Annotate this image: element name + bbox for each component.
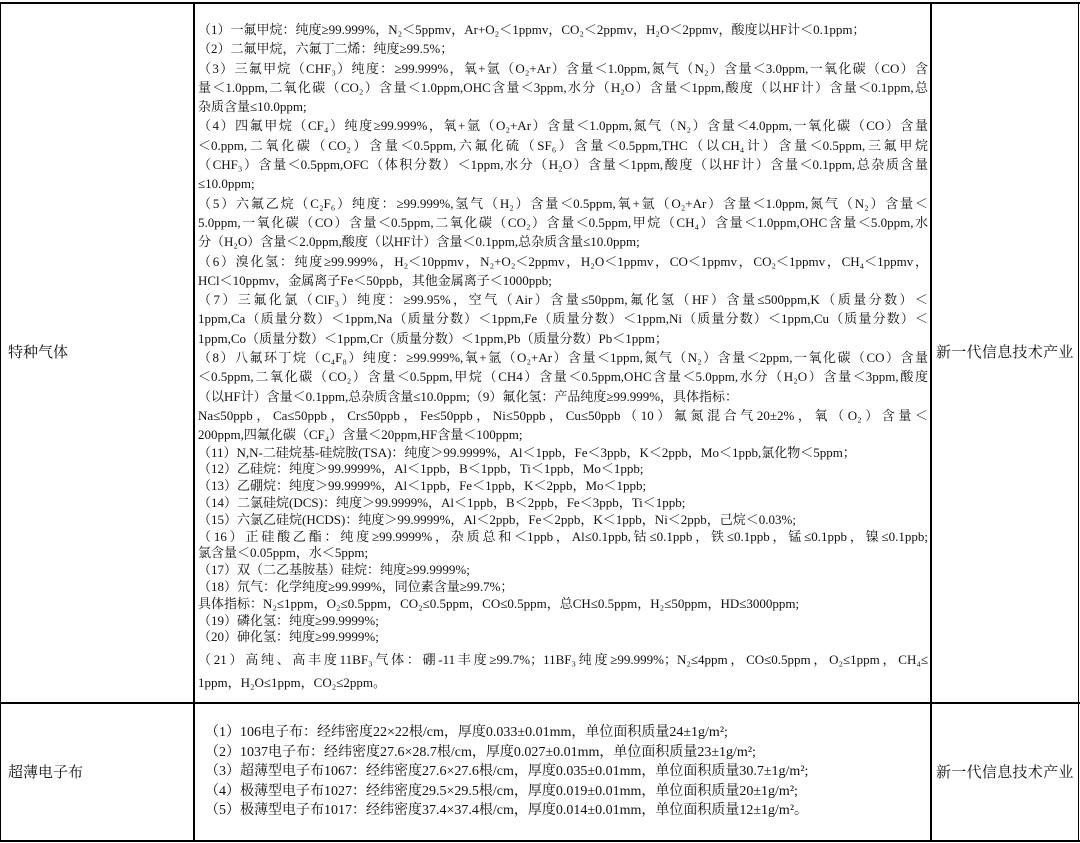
spec-line: （2）1037电子布：经纬密度27.6×28.7根/cm，厚度0.027±0.01mm，单位面积质量23±1g/m²;	[205, 744, 756, 760]
spec-line: ≤10.0ppm;	[198, 176, 255, 192]
spec-line: （13）乙硼烷：纯度＞99.9999%，Al＜1ppb，Fe＜1ppb，K＜2ppb，Mo＜1ppb;	[198, 478, 647, 494]
spec-line: 5.0ppm,一氧化碳（CO）含量＜0.5ppm,二氧化碳（CO₂）含量＜0.5ppm,甲烷（CH₄）含量＜1.0ppm,OHC含量＜5.0ppm,水	[198, 214, 928, 230]
category-cell: 超薄电子布	[8, 765, 84, 781]
spec-line: HCl＜10ppmv，金属离子Fe＜50ppb，其他金属离子＜1000ppb;	[198, 272, 552, 288]
spec-line: 200ppm,四氟化碳（CF₄）含量＜20ppm,HF含量＜100ppm;	[198, 427, 523, 443]
spec-line: 分（H₂O）含量＜2.0ppm,酸度（以HF计）含量＜0.1ppm,总杂质含量≤10.0ppm;	[198, 234, 640, 250]
spec-line: （20）砷化氢：纯度≥99.9999%;	[198, 629, 379, 645]
spec-line: （1）一氟甲烷：纯度≥99.999%，N₂＜5ppmv，Ar+O₂＜1ppmv，CO₂＜2ppmv，H₂O＜2ppmv，酸度以HF计＜0.1ppm；	[198, 22, 866, 37]
spec-line: 1ppm,Ca（质量分数）＜1ppm,Na（质量分数）＜1ppm,Fe（质量分数）＜1ppm,Ni（质量分数）＜1ppm,Cu（质量分数）＜	[198, 311, 928, 327]
industry-cell: 新一代信息技术产业	[936, 765, 1074, 781]
spec-line: （2）二氟甲烷，六氟丁二烯：纯度≥99.5%；	[198, 41, 454, 57]
spec-line: （16）正硅酸乙酯：纯度≥99.9999%，杂质总和＜1ppb，Al≤0.1ppb,钴≤0.1ppb，铁≤0.1ppb，锰≤0.1ppb，镍≤0.1ppb;	[198, 528, 928, 544]
spec-line: 1ppm，H₂O≤1ppm，CO₂≤2ppm。	[198, 675, 387, 691]
spec-line: （4）极薄型电子布1027：经纬密度29.5×29.5根/cm，厚度0.019±0.01mm，单位面积质量20±1g/m²;	[205, 783, 798, 799]
spec-line: 具体指标：N₂≤1ppm，O₂≤0.5ppm，CO₂≤0.5ppm，CO≤0.5ppm，总CH≤0.5ppm，H₂≤50ppm，HD≤3000ppm;	[198, 595, 800, 611]
spec-line: 氯含量＜0.05ppm，水＜5ppm;	[198, 545, 369, 561]
spec-line: （4）四氟甲烷（CF₄）纯度≥99.999%，氧+氩（O₂+Ar）含量＜1.0ppm,氮气（N₂）含量＜4.0ppm,一氧化碳（CO）含量	[198, 118, 928, 134]
table-row-divider	[0, 702, 1080, 704]
spec-line: （19）磷化氢：纯度≥99.9999%;	[198, 612, 379, 628]
spec-cell	[205, 723, 925, 821]
spec-line: （以HF计）含量＜0.1ppm,总杂质含量≤10.0ppm;（9）氟化氢：产品纯度≥99.999%，具体指标：	[198, 388, 739, 404]
spec-line: （5）极薄型电子布1017：经纬密度37.4×37.4根/cm，厚度0.014±0.01mm，单位面积质量12±1g/m²。	[205, 803, 809, 818]
column-divider-industry	[930, 2, 932, 841]
spec-line: （18）氘气：化学纯度≥99.999%，同位素含量≥99.7%；	[198, 578, 514, 594]
spec-line: （12）乙硅烷：纯度＞99.9999%，Al＜1ppb，B＜1ppb，Ti＜1ppb，Mo＜1ppb;	[198, 461, 644, 477]
spec-line: （6）溴化氢：纯度≥99.999%，H₂＜10ppmv，N₂+O₂＜2ppmv，H₂O＜1ppmv，CO＜1ppmv，CO₂＜1ppmv，CH₄＜1ppmv，	[198, 253, 928, 269]
column-divider-category	[193, 2, 195, 841]
spec-line: （8）八氟环丁烷（C₄F₈）纯度：≥99.999%,氧+氩（O₂+Ar）含量＜1ppm,氮气（N₂）含量＜2ppm,一氧化碳（CO）含量	[198, 350, 928, 366]
spec-line: （11）N,N-二硅烷基-硅烷胺(TSA)：纯度＞99.9999%，Al＜1ppb，Fe＜3ppb，K＜2ppb，Mo＜1ppb,氯化物＜5ppm；	[198, 444, 856, 460]
spec-line: 量＜1.0ppm,二氧化碳（CO₂）含量＜1.0ppm,OHC含量＜3ppm,水分（H₂O）含量＜1ppm,酸度（以HF计）含量＜0.1ppm,总	[198, 79, 928, 95]
table-border-right	[1078, 2, 1079, 841]
spec-line: （1）106电子布：经纬密度22×22根/cm，厚度0.033±0.01mm，单位面积质量24±1g/m²;	[205, 725, 728, 740]
spec-line: （14）二氯硅烷(DCS)：纯度＞99.9999%，Al＜1ppb，B＜2ppb，Fe＜3ppb，Ti＜1ppb;	[198, 494, 686, 510]
spec-cell	[198, 20, 928, 694]
spec-line: 1ppm,Co（质量分数）＜1ppm,Cr（质量分数）＜1ppm,Pb（质量分数）Pb＜1ppm；	[198, 330, 668, 346]
spec-line: ＜0.ppm,二氧化碳（CO₂）含量＜0.5ppm,六氟化硫（SF₆）含量＜0.5ppm,THC（以CH₄计）含量＜0.5ppm,三氟甲烷	[198, 137, 928, 153]
table-border-left	[0, 2, 1, 841]
spec-line: Na≤50ppb，Ca≤50ppb，Cr≤50ppb，Fe≤50ppb，Ni≤50ppb，Cu≤50ppb（10）氟氮混合气20±2%，氧（O₂）含量＜	[198, 407, 928, 423]
spec-line: （CHF₃）含量＜0.5ppm,OFC（体积分数）＜1ppm,水分（H₂O）含量＜1ppm,酸度（以HF计）含量＜0.1ppm,总杂质含量	[198, 157, 928, 173]
spec-line: （5）六氟乙烷（C₂F₆）纯度：≥99.999%,氢气（H₂）含量＜0.5ppm,氧+氩（O₂+Ar）含量＜1.0ppm,氮气（N₂）含量＜	[198, 195, 928, 211]
spec-line: ＜0.5ppm,二氧化碳（CO₂）含量＜0.5ppm,甲烷（CH4）含量＜0.5ppm,OHC含量＜5.0ppm,水分（H₂O）含量＜3ppm,酸度	[198, 369, 928, 385]
spec-line: （3）超薄型电子布1067：经纬密度27.6×27.6根/cm，厚度0.035±0.01mm，单位面积质量30.7±1g/m²;	[205, 764, 809, 779]
spec-line: （21）高纯、高丰度11BF₃气体：硼-11丰度≥99.7%；11BF₃纯度≥99.999%；N₂≤4ppm，CO≤0.5ppm，O₂≤1ppm，CH₄≤	[198, 652, 928, 668]
spec-line: （3）三氟甲烷（CHF₃）纯度：≥99.999%，氧+氩（O₂+Ar）含量＜1.0ppm,氮气（N₂）含量＜3.0ppm,一氧化碳（CO）含	[198, 60, 928, 76]
spec-line: （7）三氟化氯（ClF₃）纯度：≥99.95%，空气（Air）含量≤50ppm,氟化氢（HF）含量≤500ppm,K（质量分数）＜	[198, 292, 928, 308]
industry-cell: 新一代信息技术产业	[936, 345, 1074, 361]
spec-line: （15）六氯乙硅烷(HCDS)：纯度＞99.9999%，Al＜2ppb，Fe＜2ppb，K＜1ppb，Ni＜2ppb，己烷＜0.03%;	[198, 511, 796, 527]
table-border-bottom	[0, 840, 1080, 842]
table-border-top	[0, 2, 1080, 4]
spec-line: （17）双（二乙基胺基）硅烷：纯度≥99.9999%;	[198, 562, 470, 578]
spec-line: 杂质含量≤10.0ppm;	[198, 99, 307, 115]
category-cell: 特种气体	[8, 345, 69, 361]
